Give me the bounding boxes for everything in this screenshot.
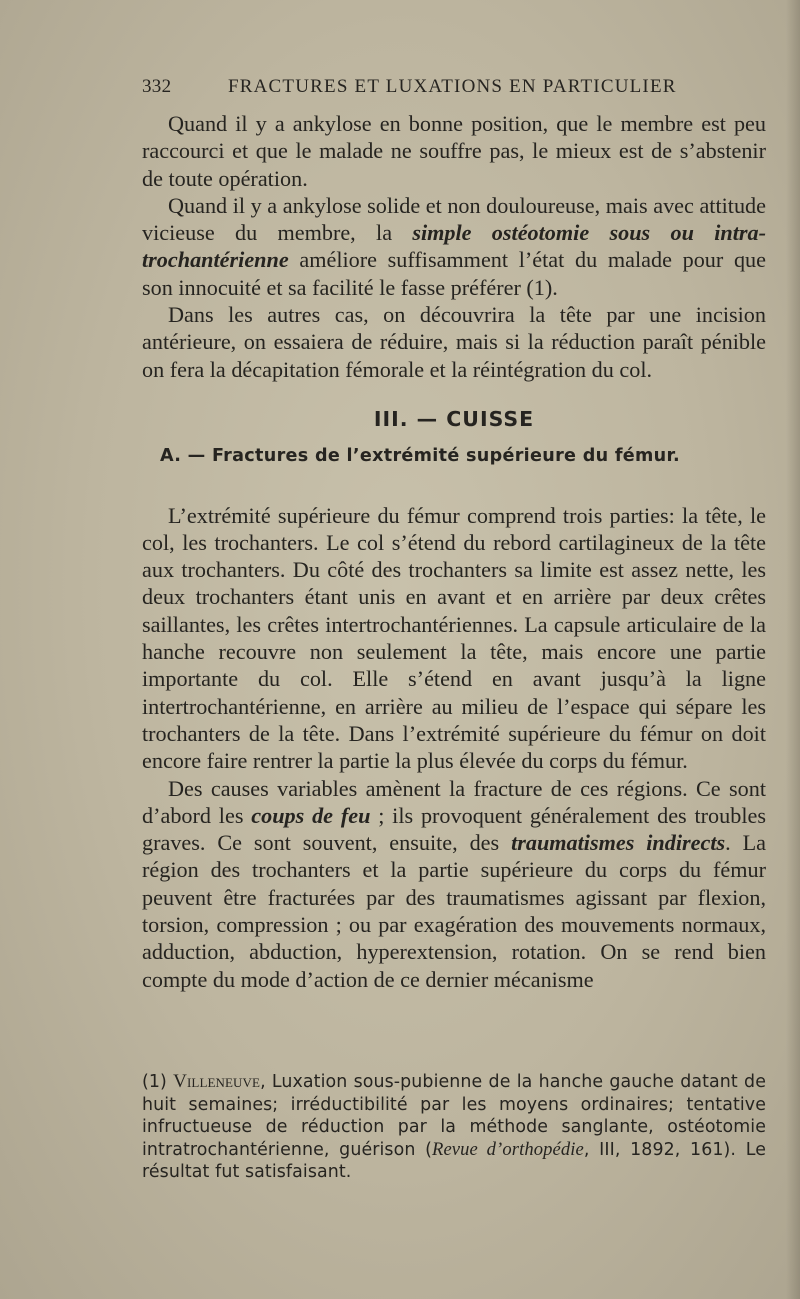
paragraph-text: . La région des trochanters et la partie supérieure du corps du fémur peuvent être fracturées par des traumatismes agissant par flexion, torsion, compression ; ou par exagération des mouvements normaux, adduction, abduction, hyperextension, rotation. On se rend bien compte du mode d’action de ce dernier mécanisme [142,830,767,992]
paragraph-text: ; ils provoquent généralement des troubles graves. Ce sont souvent, ensuite, des [142,802,766,856]
paragraph-ankylose-vicieuse [142,192,766,301]
subsection-heading: A. — Fractures de l’extrémité supérieure du fémur. [160,446,680,467]
section-heading: III. — CUISSE [373,406,535,431]
paragraph-extremite-superieure: L’extrémité supérieure du fémur comprend trois parties: la tête, le col, les trochanters. Le col s’étend du rebord cartilagineux de la tête aux trochanters. Du côté des trochanters sa limite est assez nette, les deux trochanters étant unis en avant et en arrière par deux crêtes saillantes, les crêtes intertrochantériennes. La capsule articulaire de la hanche recouvre non seulement la tête, mais encore une partie importante du col. Elle s’étend en avant jusqu’à la ligne intertrochantérienne, en arrière au milieu de l’espace qui sépare les trochanters de la tête. Dans l’extrémité supérieure du fémur on doit encore faire rentrer la partie la plus élevée du corps du fémur. [142,502,766,774]
running-header [142,76,766,104]
footnote-journal: Revue d’orthopédie [431,1138,584,1160]
footnote-text: , III, 1892, 161). Le résultat fut satisfaisant. [142,1139,766,1182]
paragraph-ankylose-bonne-position: Quand il y a ankylose en bonne position, que le membre est peu raccourci et que le malade ne souffre pas, le mieux est de s’abstenir de toute opération. [142,111,766,191]
running-title: FRACTURES ET LUXATIONS EN PARTICULIER [228,76,677,97]
emphasis-coups-de-feu: coups de feu [251,802,371,828]
page-number: 332 [142,76,172,97]
page-edge-shadow [786,0,800,1299]
footnote-marker: (1) [142,1072,174,1092]
emphasis-osteotomie: simple ostéotomie sous ou intra-trochantérienne [142,220,766,273]
paragraph-text: Des causes variables amènent la fracture de ces régions. Ce sont d’abord les [142,775,766,828]
body-text [142,110,766,993]
footnote [142,1071,766,1184]
footnote-author: Villeneuve [173,1071,261,1092]
footnote-text: , Luxation sous-pubienne de la hanche gauche datant de huit semaines; irréductibilité par les moyens ordinaires; tentative infructueuse de réduction par la méthode sanglante, ostéotomie intratrochantérienne, guérison ( [142,1072,766,1160]
paragraph-text: améliore suffisamment l’état du malade pour que son innocuité et sa facilité le fasse préférer (1). [142,247,766,300]
paragraph-causes [142,775,766,993]
paragraph-autres-cas: Dans les autres cas, on découvrira la tête par une incision antérieure, on essaiera de réduire, mais si la réduction paraît pénible on fera la décapitation fémorale et la réintégration du col. [142,302,766,382]
paragraph-text: Quand il y a ankylose solide et non douloureuse, mais avec attitude vicieuse du membre, la [142,192,766,246]
emphasis-traumatismes-indirects: traumatismes indirects [511,830,726,856]
